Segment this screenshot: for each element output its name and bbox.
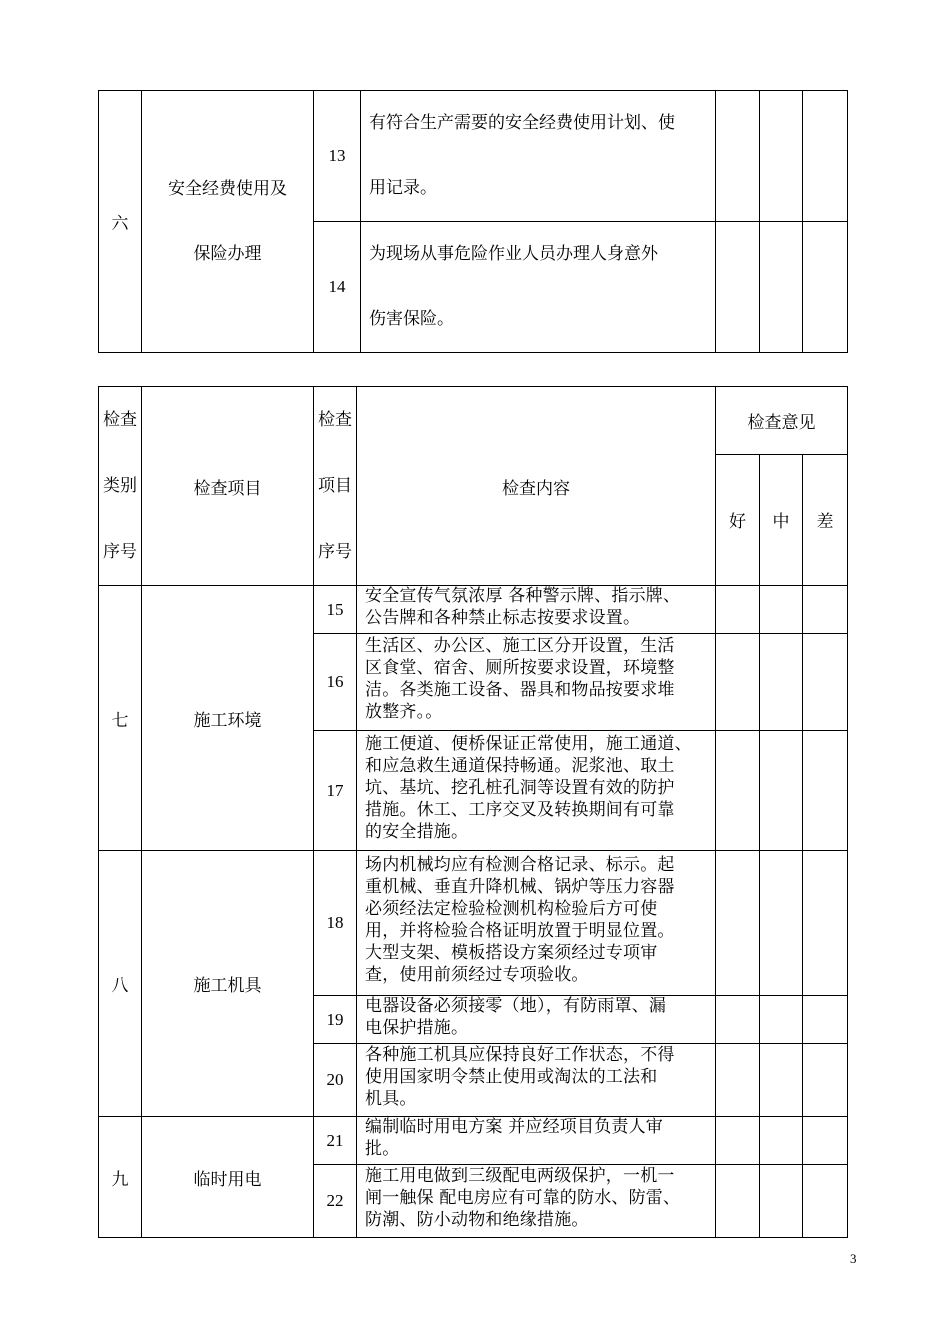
item-number: 14 bbox=[314, 222, 361, 353]
opinion-poor-cell[interactable] bbox=[803, 222, 848, 353]
header-line: 项目 bbox=[318, 476, 352, 496]
header-item-number bbox=[314, 387, 357, 586]
category-number: 九 bbox=[99, 1117, 142, 1238]
opinion-medium-cell[interactable] bbox=[760, 1165, 803, 1238]
opinion-medium-cell[interactable] bbox=[760, 1044, 803, 1117]
content-line: 用，并将检验合格证明放置于明显位置。 bbox=[365, 921, 675, 941]
header-good: 好 bbox=[716, 454, 760, 585]
opinion-good-cell[interactable] bbox=[716, 634, 760, 731]
opinion-good-cell[interactable] bbox=[716, 222, 760, 353]
opinion-poor-cell[interactable] bbox=[803, 91, 848, 222]
opinion-good-cell[interactable] bbox=[716, 1044, 760, 1117]
opinion-poor-cell[interactable] bbox=[803, 731, 848, 851]
content-line: 有符合生产需要的安全经费使用计划、使 bbox=[369, 113, 675, 133]
content-line: 查，使用前须经过专项验收。 bbox=[365, 965, 589, 985]
item-number: 22 bbox=[314, 1165, 357, 1238]
opinion-medium-cell[interactable] bbox=[760, 586, 803, 634]
opinion-poor-cell[interactable] bbox=[803, 1044, 848, 1117]
opinion-good-cell[interactable] bbox=[716, 91, 760, 222]
item-number: 13 bbox=[314, 91, 361, 222]
opinion-good-cell[interactable] bbox=[716, 586, 760, 634]
category-number: 六 bbox=[99, 91, 142, 353]
opinion-poor-cell[interactable] bbox=[803, 996, 848, 1044]
opinion-medium-cell[interactable] bbox=[760, 731, 803, 851]
inspection-table bbox=[98, 386, 848, 1238]
item-number: 21 bbox=[314, 1117, 357, 1165]
content-line: 放整齐。。 bbox=[365, 702, 443, 722]
opinion-poor-cell[interactable] bbox=[803, 586, 848, 634]
header-line: 类别 bbox=[103, 476, 137, 496]
opinion-medium-cell[interactable] bbox=[760, 91, 803, 222]
content-line: 安全宣传气氛浓厚 各种警示牌、指示牌、 bbox=[365, 585, 681, 606]
content-line: 场内机械均应有检测合格记录、标示。起 bbox=[365, 855, 675, 875]
content-line: 各种施工机具应保持良好工作状态，不得 bbox=[365, 1045, 675, 1065]
opinion-poor-cell[interactable] bbox=[803, 634, 848, 731]
inspection-content bbox=[357, 1117, 716, 1165]
opinion-poor-cell[interactable] bbox=[803, 1165, 848, 1238]
inspection-content bbox=[361, 222, 716, 353]
content-line: 的安全措施。 bbox=[365, 821, 469, 842]
content-line: 电器设备必须接零（地），有防雨罩、漏 bbox=[365, 995, 667, 1016]
content-line: 生活区、办公区、施工区分开设置，生活 bbox=[365, 636, 675, 656]
inspection-content bbox=[361, 91, 716, 222]
header-line: 序号 bbox=[103, 542, 137, 562]
opinion-medium-cell[interactable] bbox=[760, 851, 803, 996]
opinion-medium-cell[interactable] bbox=[760, 996, 803, 1044]
content-line: 使用国家明令禁止使用或淘汰的工法和 bbox=[365, 1067, 658, 1087]
content-line: 大型支架、模板搭设方案须经过专项审 bbox=[365, 943, 658, 963]
item-line: 安全经费使用及 bbox=[168, 178, 287, 199]
content-line: 电保护措施。 bbox=[365, 1017, 469, 1038]
inspection-content bbox=[357, 1044, 716, 1117]
header-poor: 差 bbox=[803, 454, 848, 585]
inspection-content bbox=[357, 731, 716, 851]
content-line: 为现场从事危险作业人员办理人身意外 bbox=[369, 244, 658, 264]
item-number: 20 bbox=[314, 1044, 357, 1117]
item-number: 17 bbox=[314, 731, 357, 851]
inspection-content bbox=[357, 851, 716, 996]
opinion-good-cell[interactable] bbox=[716, 1117, 760, 1165]
opinion-good-cell[interactable] bbox=[716, 851, 760, 996]
opinion-medium-cell[interactable] bbox=[760, 222, 803, 353]
item-number: 19 bbox=[314, 996, 357, 1044]
inspection-content bbox=[357, 586, 716, 634]
header-category-number bbox=[99, 387, 142, 586]
content-line: 措施。休工、工序交叉及转换期间有可靠 bbox=[365, 799, 675, 820]
header-inspection-opinion: 检查意见 bbox=[716, 387, 848, 455]
content-line: 洁。各类施工设备、器具和物品按要求堆 bbox=[365, 680, 675, 700]
content-line: 必须经法定检验检测机构检验后方可使 bbox=[365, 899, 658, 919]
content-line: 批。 bbox=[365, 1138, 400, 1159]
content-line: 施工便道、便桥保证正常使用，施工通道、 bbox=[365, 733, 692, 754]
page-number: 3 bbox=[850, 1251, 857, 1266]
content-line: 施工用电做到三级配电两级保护，一机一 bbox=[365, 1166, 675, 1186]
content-line: 公告牌和各种禁止标志按要求设置。 bbox=[365, 607, 641, 628]
content-line: 区食堂、宿舍、厕所按要求设置，环境整 bbox=[365, 658, 675, 678]
opinion-poor-cell[interactable] bbox=[803, 1117, 848, 1165]
header-line: 检查 bbox=[103, 410, 137, 430]
opinion-good-cell[interactable] bbox=[716, 1165, 760, 1238]
header-inspection-item: 检查项目 bbox=[142, 387, 314, 586]
inspection-item: 施工环境 bbox=[142, 586, 314, 851]
item-number: 15 bbox=[314, 586, 357, 634]
header-inspection-content: 检查内容 bbox=[357, 387, 716, 586]
content-line: 防潮、防小动物和绝缘措施。 bbox=[365, 1210, 589, 1230]
header-line: 检查 bbox=[318, 410, 352, 430]
inspection-content bbox=[357, 996, 716, 1044]
inspection-content bbox=[357, 634, 716, 731]
content-line: 重机械、垂直升降机械、锅炉等压力容器 bbox=[365, 877, 675, 897]
safety-fund-table bbox=[98, 90, 848, 353]
inspection-item: 临时用电 bbox=[142, 1117, 314, 1238]
opinion-medium-cell[interactable] bbox=[760, 1117, 803, 1165]
inspection-item: 施工机具 bbox=[142, 851, 314, 1117]
item-line: 保险办理 bbox=[193, 243, 262, 264]
category-number: 八 bbox=[99, 851, 142, 1117]
content-line: 用记录。 bbox=[369, 178, 437, 198]
content-line: 和应急救生通道保持畅通。泥浆池、取土 bbox=[365, 755, 675, 776]
header-line: 序号 bbox=[318, 542, 352, 562]
item-number: 16 bbox=[314, 634, 357, 731]
content-line: 编制临时用电方案 并应经项目负责人审 bbox=[365, 1116, 664, 1137]
content-line: 闸一触保 配电房应有可靠的防水、防雷、 bbox=[365, 1188, 681, 1208]
category-number: 七 bbox=[99, 586, 142, 851]
item-number: 18 bbox=[314, 851, 357, 996]
inspection-content bbox=[357, 1165, 716, 1238]
opinion-good-cell[interactable] bbox=[716, 731, 760, 851]
content-line: 坑、基坑、挖孔桩孔洞等设置有效的防护 bbox=[365, 777, 675, 798]
inspection-item bbox=[142, 91, 314, 353]
opinion-medium-cell[interactable] bbox=[760, 634, 803, 731]
opinion-good-cell[interactable] bbox=[716, 996, 760, 1044]
opinion-poor-cell[interactable] bbox=[803, 851, 848, 996]
header-medium: 中 bbox=[760, 454, 803, 585]
content-line: 机具。 bbox=[365, 1089, 417, 1109]
content-line: 伤害保险。 bbox=[369, 309, 454, 329]
